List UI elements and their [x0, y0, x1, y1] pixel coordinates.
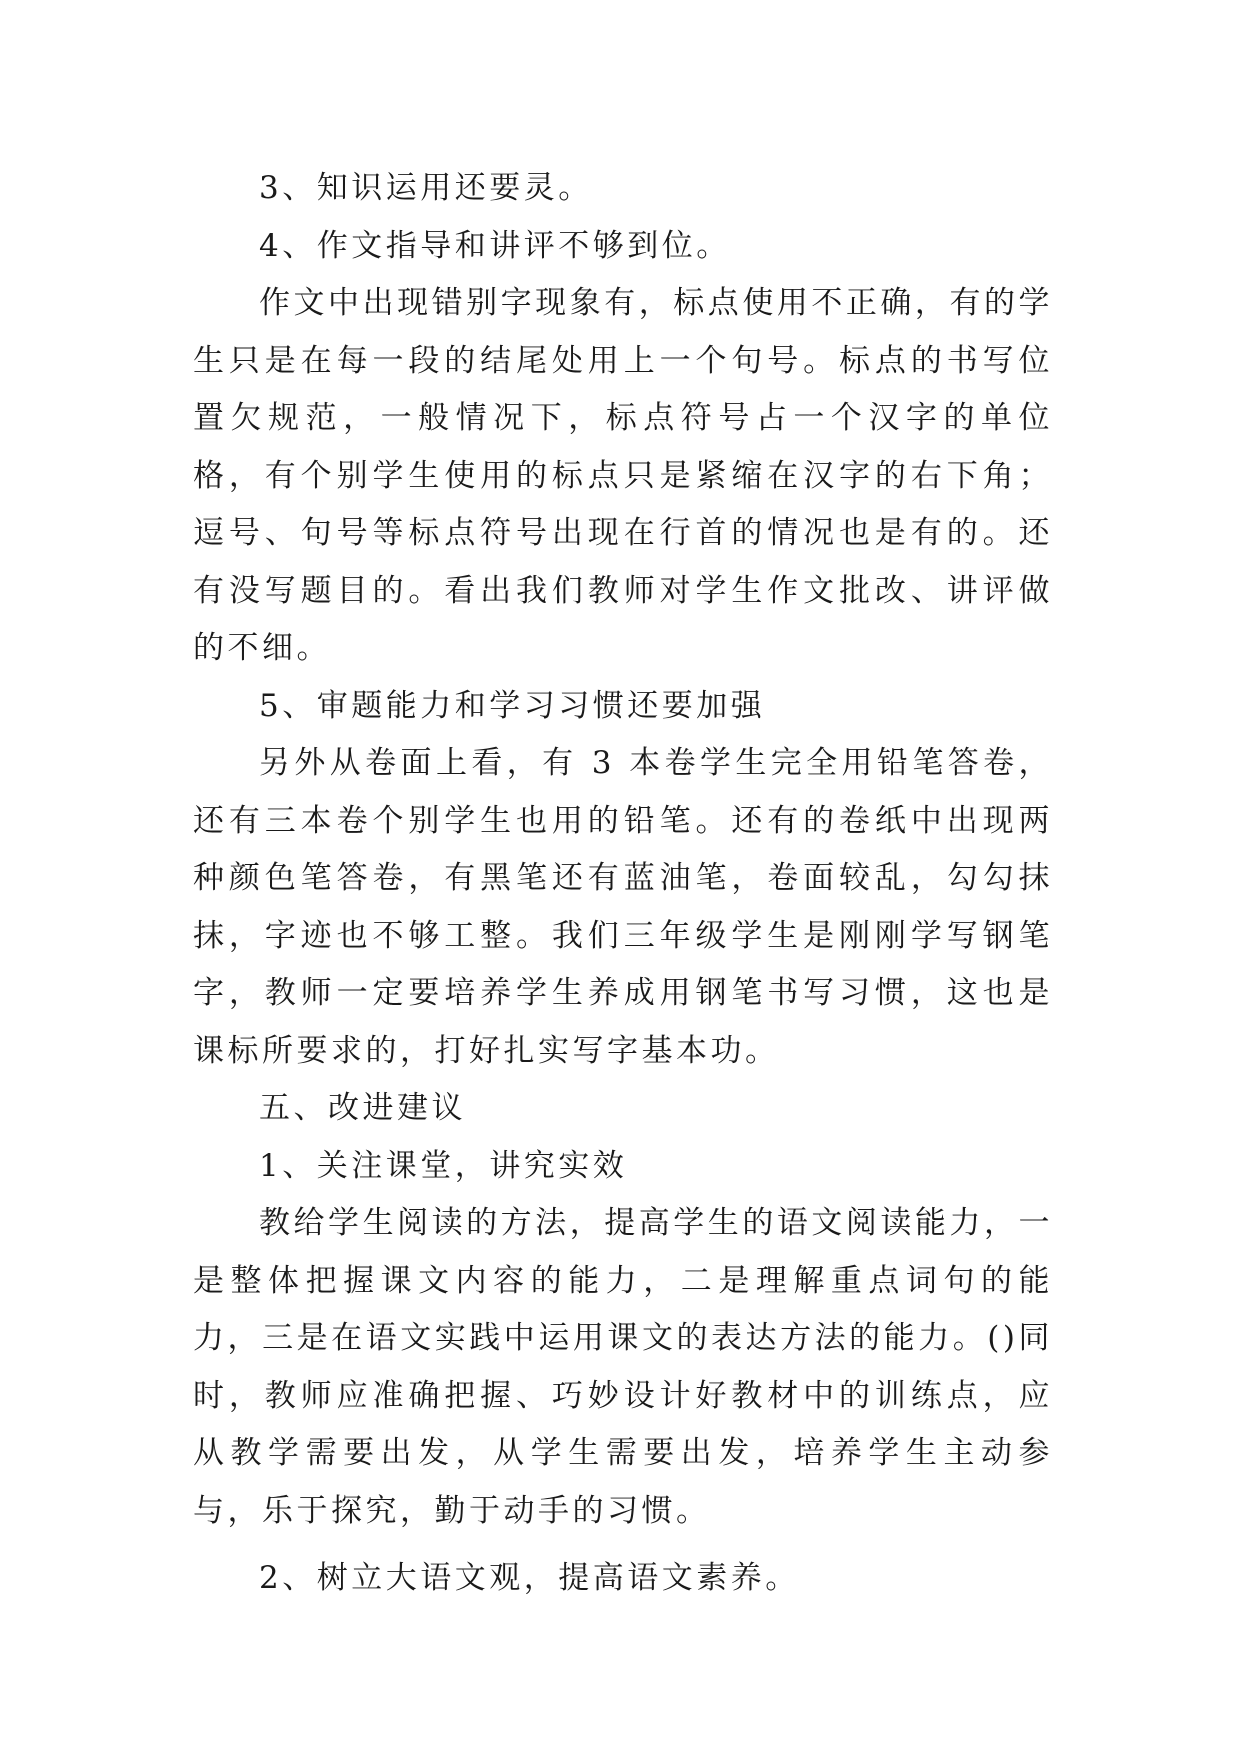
paragraph-reading-methods: 教给学生阅读的方法，提高学生的语文阅读能力，一是整体把握课文内容的能力，二是理解重点词句的能力，三是在语文实践中运用课文的表达方法的能力。()同时，教师应准确把握、巧妙设计好教材中的训练点，应从教学需要出发，从学生需要出发，培养学生主动参与，乐于探究，勤于动手的习惯。	[193, 1205, 1053, 1529]
paragraph-exam-paper-issues: 另外从卷面上看，有 3 本卷学生完全用铅笔答卷，还有三本卷个别学生也用的铅笔。还有的卷纸中出现两种颜色笔答卷，有黑笔还有蓝油笔，卷面较乱，勾勾抹抹，字迹也不够工整。我们三年级学生是刚刚学写钢笔字，教师一定要培养学生养成用钢笔书写习惯，这也是课标所要求的，打好扎实写字基本功。	[193, 745, 1053, 1069]
paragraph-suggestion-1: 1、关注课堂，讲究实效	[259, 1147, 628, 1184]
paragraph-point-4: 4、作文指导和讲评不够到位。	[259, 227, 731, 264]
section-heading-improvement: 五、改进建议	[259, 1090, 466, 1126]
document-body	[193, 160, 1053, 1608]
paragraph-point-5: 5、审题能力和学习习惯还要加强	[259, 687, 766, 724]
paragraph-suggestion-2: 2、树立大语文观，提高语文素养。	[259, 1560, 800, 1596]
paragraph-composition-issues: 作文中出现错别字现象有，标点使用不正确，有的学生只是在每一段的结尾处用上一个句号。标点的书写位置欠规范，一般情况下，标点符号占一个汉字的单位格，有个别学生使用的标点只是紧缩在汉字的右下角；逗号、句号等标点符号出现在行首的情况也是有的。还有没写题目的。看出我们教师对学生作文批改、讲评做的不细。	[193, 285, 1053, 666]
paragraph-point-3: 3、知识运用还要灵。	[259, 170, 593, 206]
